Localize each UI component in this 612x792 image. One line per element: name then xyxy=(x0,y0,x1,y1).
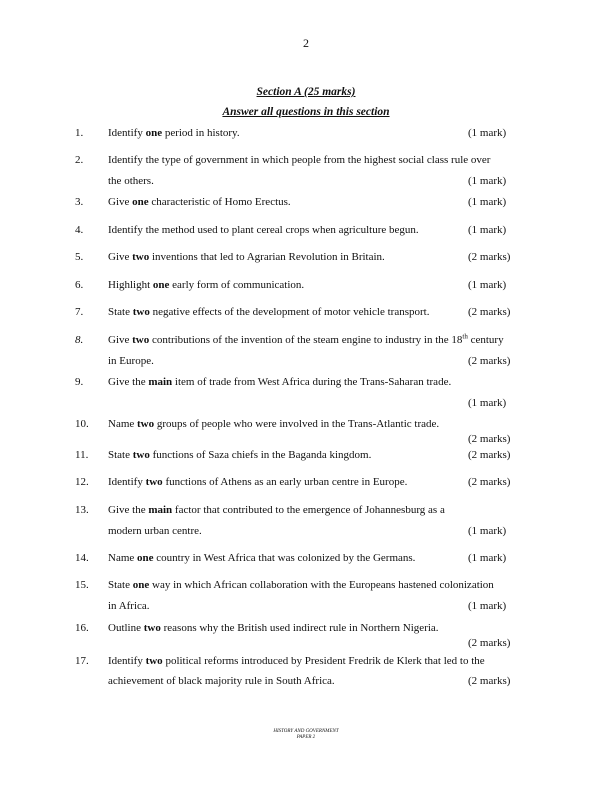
text-segment: period in history. xyxy=(162,127,240,139)
marks-allocation: (2 marks) xyxy=(468,251,511,263)
question-number: 12. xyxy=(75,476,89,488)
question-text xyxy=(108,154,490,166)
text-segment: Give xyxy=(108,334,133,346)
text-segment: factor that contributed to the emergence of Johannesburg as a xyxy=(172,504,445,516)
emphasis: main xyxy=(148,376,173,388)
text-segment: in Europe. xyxy=(108,355,154,367)
text-segment: State xyxy=(108,579,133,591)
text-segment: contributions of the invention of the steam engine to industry in the 18 xyxy=(149,334,463,346)
text-segment: State xyxy=(108,306,133,318)
question-text xyxy=(108,175,154,187)
text-segment: Identify xyxy=(108,655,146,667)
text-segment: Outline xyxy=(108,622,144,634)
question-number: 11. xyxy=(75,449,89,461)
text-segment: th xyxy=(462,332,468,341)
footer-subject: HISTORY AND GOVERNMENT xyxy=(273,729,339,734)
question-number: 5. xyxy=(75,251,84,263)
question-text xyxy=(108,579,494,591)
question-text xyxy=(108,504,445,516)
question-number: 13. xyxy=(75,504,89,516)
question-number: 3. xyxy=(75,196,84,208)
question-text xyxy=(108,251,385,263)
question-text xyxy=(108,655,485,667)
text-segment: in Africa. xyxy=(108,600,150,612)
question-text xyxy=(108,476,407,488)
question-number: 15. xyxy=(75,579,89,591)
text-segment: Identify the method used to plant cereal crops when agriculture begun. xyxy=(108,224,419,236)
marks-allocation: (2 marks) xyxy=(468,675,511,687)
emphasis: two xyxy=(132,306,150,318)
text-segment: groups of people who were involved in the Trans-Atlantic trade. xyxy=(154,418,440,430)
marks-allocation: (1 mark) xyxy=(468,196,507,208)
question-text xyxy=(108,306,429,318)
question-text xyxy=(108,376,451,388)
question-text xyxy=(108,127,240,139)
question-text xyxy=(108,355,154,367)
emphasis: two xyxy=(143,622,161,634)
text-segment: the others. xyxy=(108,175,154,187)
question-text xyxy=(108,600,150,612)
text-segment: Name xyxy=(108,418,138,430)
question-number: 10. xyxy=(75,418,89,430)
text-segment: characteristic of Homo Erectus. xyxy=(148,196,291,208)
footer-paper: PAPER 2 xyxy=(296,735,316,740)
question-text xyxy=(108,334,504,346)
marks-allocation: (2 marks) xyxy=(468,476,511,488)
text-segment: Name xyxy=(108,552,138,564)
marks-allocation: (1 mark) xyxy=(468,175,507,187)
question-text xyxy=(108,675,335,687)
question-text xyxy=(108,525,202,537)
emphasis: two xyxy=(132,334,150,346)
text-segment: item of trade from West Africa during the Trans-Saharan trade. xyxy=(172,376,452,388)
marks-allocation: (2 marks) xyxy=(468,449,511,461)
emphasis: two xyxy=(132,251,150,263)
section-instruction: Answer all questions in this section xyxy=(222,106,390,118)
text-segment: early form of communication. xyxy=(169,279,305,291)
text-segment: Give the xyxy=(108,504,149,516)
text-segment: political reforms introduced by President Fredrik de Klerk that led to the xyxy=(162,655,485,667)
marks-allocation: (1 mark) xyxy=(468,397,507,409)
text-segment: negative effects of the development of motor vehicle transport. xyxy=(149,306,430,318)
emphasis: one xyxy=(152,279,170,291)
question-number: 4. xyxy=(75,224,84,236)
marks-allocation: (1 mark) xyxy=(468,525,507,537)
text-segment: Give the xyxy=(108,376,149,388)
text-segment: Identify xyxy=(108,476,146,488)
text-segment: country in West Africa that was colonized by the Germans. xyxy=(153,552,416,564)
text-segment: functions of Saza chiefs in the Baganda kingdom. xyxy=(149,449,372,461)
text-segment: Identify xyxy=(108,127,146,139)
text-segment: reasons why the British used indirect rule in Northern Nigeria. xyxy=(160,622,439,634)
text-segment: functions of Athens as an early urban centre in Europe. xyxy=(162,476,408,488)
question-text xyxy=(108,279,304,291)
marks-allocation: (1 mark) xyxy=(468,600,507,612)
question-text xyxy=(108,196,291,208)
marks-allocation: (1 mark) xyxy=(468,279,507,291)
question-number: 9. xyxy=(75,376,84,388)
marks-allocation: (2 marks) xyxy=(468,637,511,649)
text-segment: modern urban centre. xyxy=(108,525,202,537)
emphasis: main xyxy=(148,504,173,516)
text-segment: inventions that led to Agrarian Revolution in Britain. xyxy=(149,251,385,263)
emphasis: one xyxy=(145,127,163,139)
question-number: 16. xyxy=(75,622,89,634)
question-number: 7. xyxy=(75,306,84,318)
question-text xyxy=(108,418,439,430)
question-number: 6. xyxy=(75,279,84,291)
question-number: 2. xyxy=(75,154,84,166)
marks-allocation: (2 marks) xyxy=(468,355,511,367)
section-title: Section A (25 marks) xyxy=(256,86,356,98)
question-number: 1. xyxy=(75,127,84,139)
text-segment: achievement of black majority rule in South Africa. xyxy=(108,675,335,687)
emphasis: two xyxy=(145,655,163,667)
text-segment: State xyxy=(108,449,133,461)
question-text xyxy=(108,622,439,634)
question-number: 8. xyxy=(75,334,84,346)
text-segment: century xyxy=(467,334,504,346)
marks-allocation: (1 mark) xyxy=(468,127,507,139)
marks-allocation: (2 marks) xyxy=(468,306,511,318)
text-segment: way in which African collaboration with the Europeans hastened colonization xyxy=(149,579,494,591)
text-segment: Highlight xyxy=(108,279,153,291)
emphasis: one xyxy=(132,579,150,591)
page-number: 2 xyxy=(303,36,309,50)
question-number: 17. xyxy=(75,655,89,667)
marks-allocation: (2 marks) xyxy=(468,433,511,445)
text-segment: Identify the type of government in which people from the highest social class rule over xyxy=(108,154,491,166)
emphasis: two xyxy=(137,418,155,430)
question-number: 14. xyxy=(75,552,89,564)
emphasis: two xyxy=(132,449,150,461)
marks-allocation: (1 mark) xyxy=(468,552,507,564)
emphasis: one xyxy=(132,196,149,208)
emphasis: two xyxy=(145,476,163,488)
question-text xyxy=(108,449,371,461)
text-segment: Give xyxy=(108,196,133,208)
question-text xyxy=(108,224,419,236)
marks-allocation: (1 mark) xyxy=(468,224,507,236)
question-text xyxy=(108,552,415,564)
emphasis: one xyxy=(137,552,154,564)
text-segment: Give xyxy=(108,251,133,263)
